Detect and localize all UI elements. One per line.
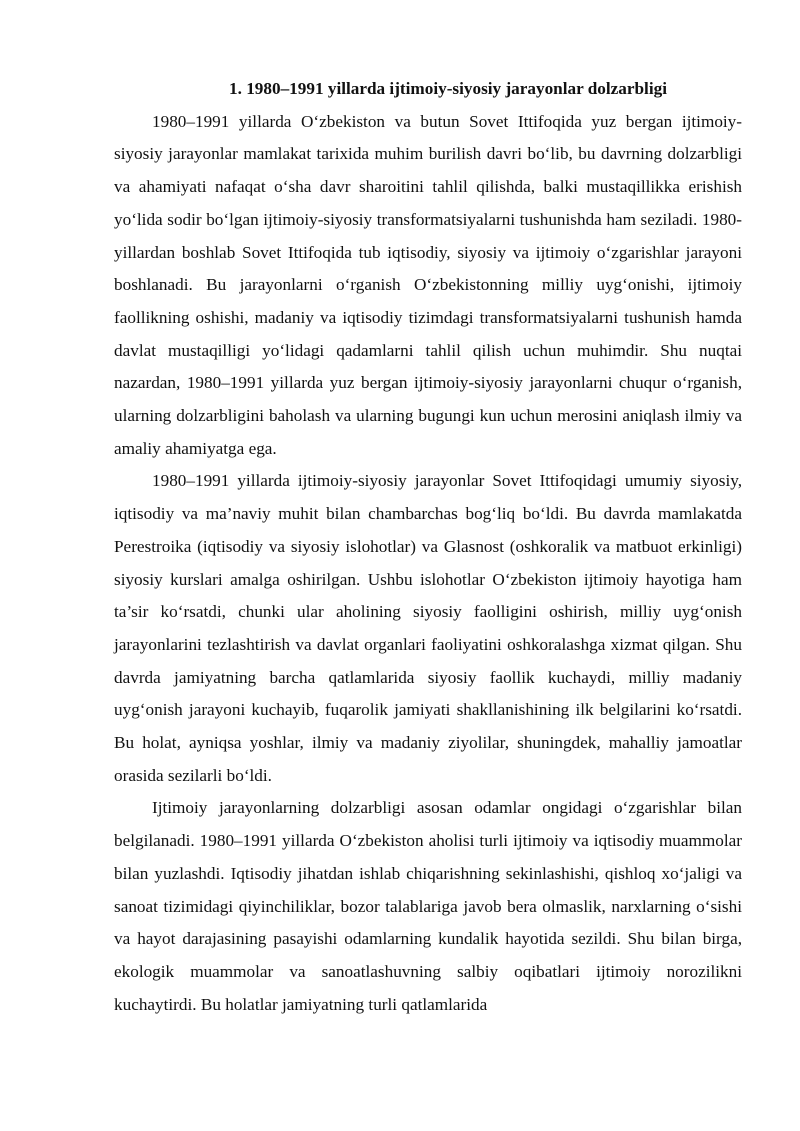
paragraph-1: 1980–1991 yillarda O‘zbekiston va butun Sovet Ittifoqida yuz bergan ijtimoiy-siyosiy jarayonlar mamlakat tarixida muhim burilish davri bo‘lib, bu davrning dolzarbligi va ahamiyati nafaqat o‘sha davr sharoitini tahlil qilishda, balki mustaqillikka erishish yo‘lida sodir bo‘lgan ijtimoiy-siyosiy transformatsiyalarni tushunishda ham seziladi. 1980-yillardan boshlab Sovet Ittifoqida tub iqtisodiy, siyosiy va ijtimoiy o‘zgarishlar jarayoni boshlanadi. Bu jarayonlarni o‘rganish O‘zbekistonning milliy uyg‘onishi, ijtimoiy faollikning oshishi, madaniy va iqtisodiy tizimdagi transformatsiyalarni tushunish hamda davlat mustaqilligi yo‘lidagi qadamlarni tahlil qilish uchun muhimdir. Shu nuqtai nazardan, 1980–1991 yillarda yuz bergan ijtimoiy-siyosiy jarayonlarni chuqur o‘rganish, ularning dolzarbligini baholash va ularning bugungi kun uchun merosini aniqlash ilmiy va amaliy ahamiyatga ega. [114, 111, 742, 458]
document-page [114, 73, 742, 1021]
section-heading: 1. 1980–1991 yillarda ijtimoiy-siyosiy jarayonlar dolzarbligi [229, 79, 667, 98]
paragraph-3: Ijtimoiy jarayonlarning dolzarbligi asosan odamlar ongidagi o‘zgarishlar bilan belgilanadi. 1980–1991 yillarda O‘zbekiston aholisi turli ijtimoiy va iqtisodiy muammolar bilan yuzlashdi. Iqtisodiy jihatdan ishlab chiqarishning sekinlashishi, qishloq xo‘jaligi va sanoat tizimidagi qiyinchiliklar, bozor talablariga javob bera olmaslik, narxlarning o‘sishi va hayot darajasining pasayishi odamlarning kundalik hayotida sezildi. Shu bilan birga, ekologik muammolar va sanoatlashuvning salbiy oqibatlari ijtimoiy norozilikni kuchaytirdi. Bu holatlar jamiyatning turli qatlamlarida [114, 798, 742, 1014]
paragraph-2: 1980–1991 yillarda ijtimoiy-siyosiy jarayonlar Sovet Ittifoqidagi umumiy siyosiy, iqtisodiy va ma’naviy muhit bilan chambarchas bog‘liq bo‘ldi. Bu davrda mamlakatda Perestroika (iqtisodiy va siyosiy islohotlar) va Glasnost (oshkoralik va matbuot erkinligi) siyosiy kurslari amalga oshirilgan. Ushbu islohotlar O‘zbekiston ijtimoiy hayotiga ham ta’sir ko‘rsatdi, chunki ular aholining siyosiy faolligini oshirish, milliy uyg‘onish jarayonlarini tezlashtirish va davlat organlari faoliyatini oshkoralashga xizmat qilgan. Shu davrda jamiyatning barcha qatlamlarida siyosiy faollik kuchaydi, milliy madaniy uyg‘onish jarayoni kuchayib, fuqarolik jamiyati shakllanishining ilk belgilarini ko‘rsatdi. Bu holat, ayniqsa yoshlar, ilmiy va madaniy ziyolilar, shuningdek, mahalliy jamoatlar orasida sezilarli bo‘ldi. [114, 471, 742, 785]
